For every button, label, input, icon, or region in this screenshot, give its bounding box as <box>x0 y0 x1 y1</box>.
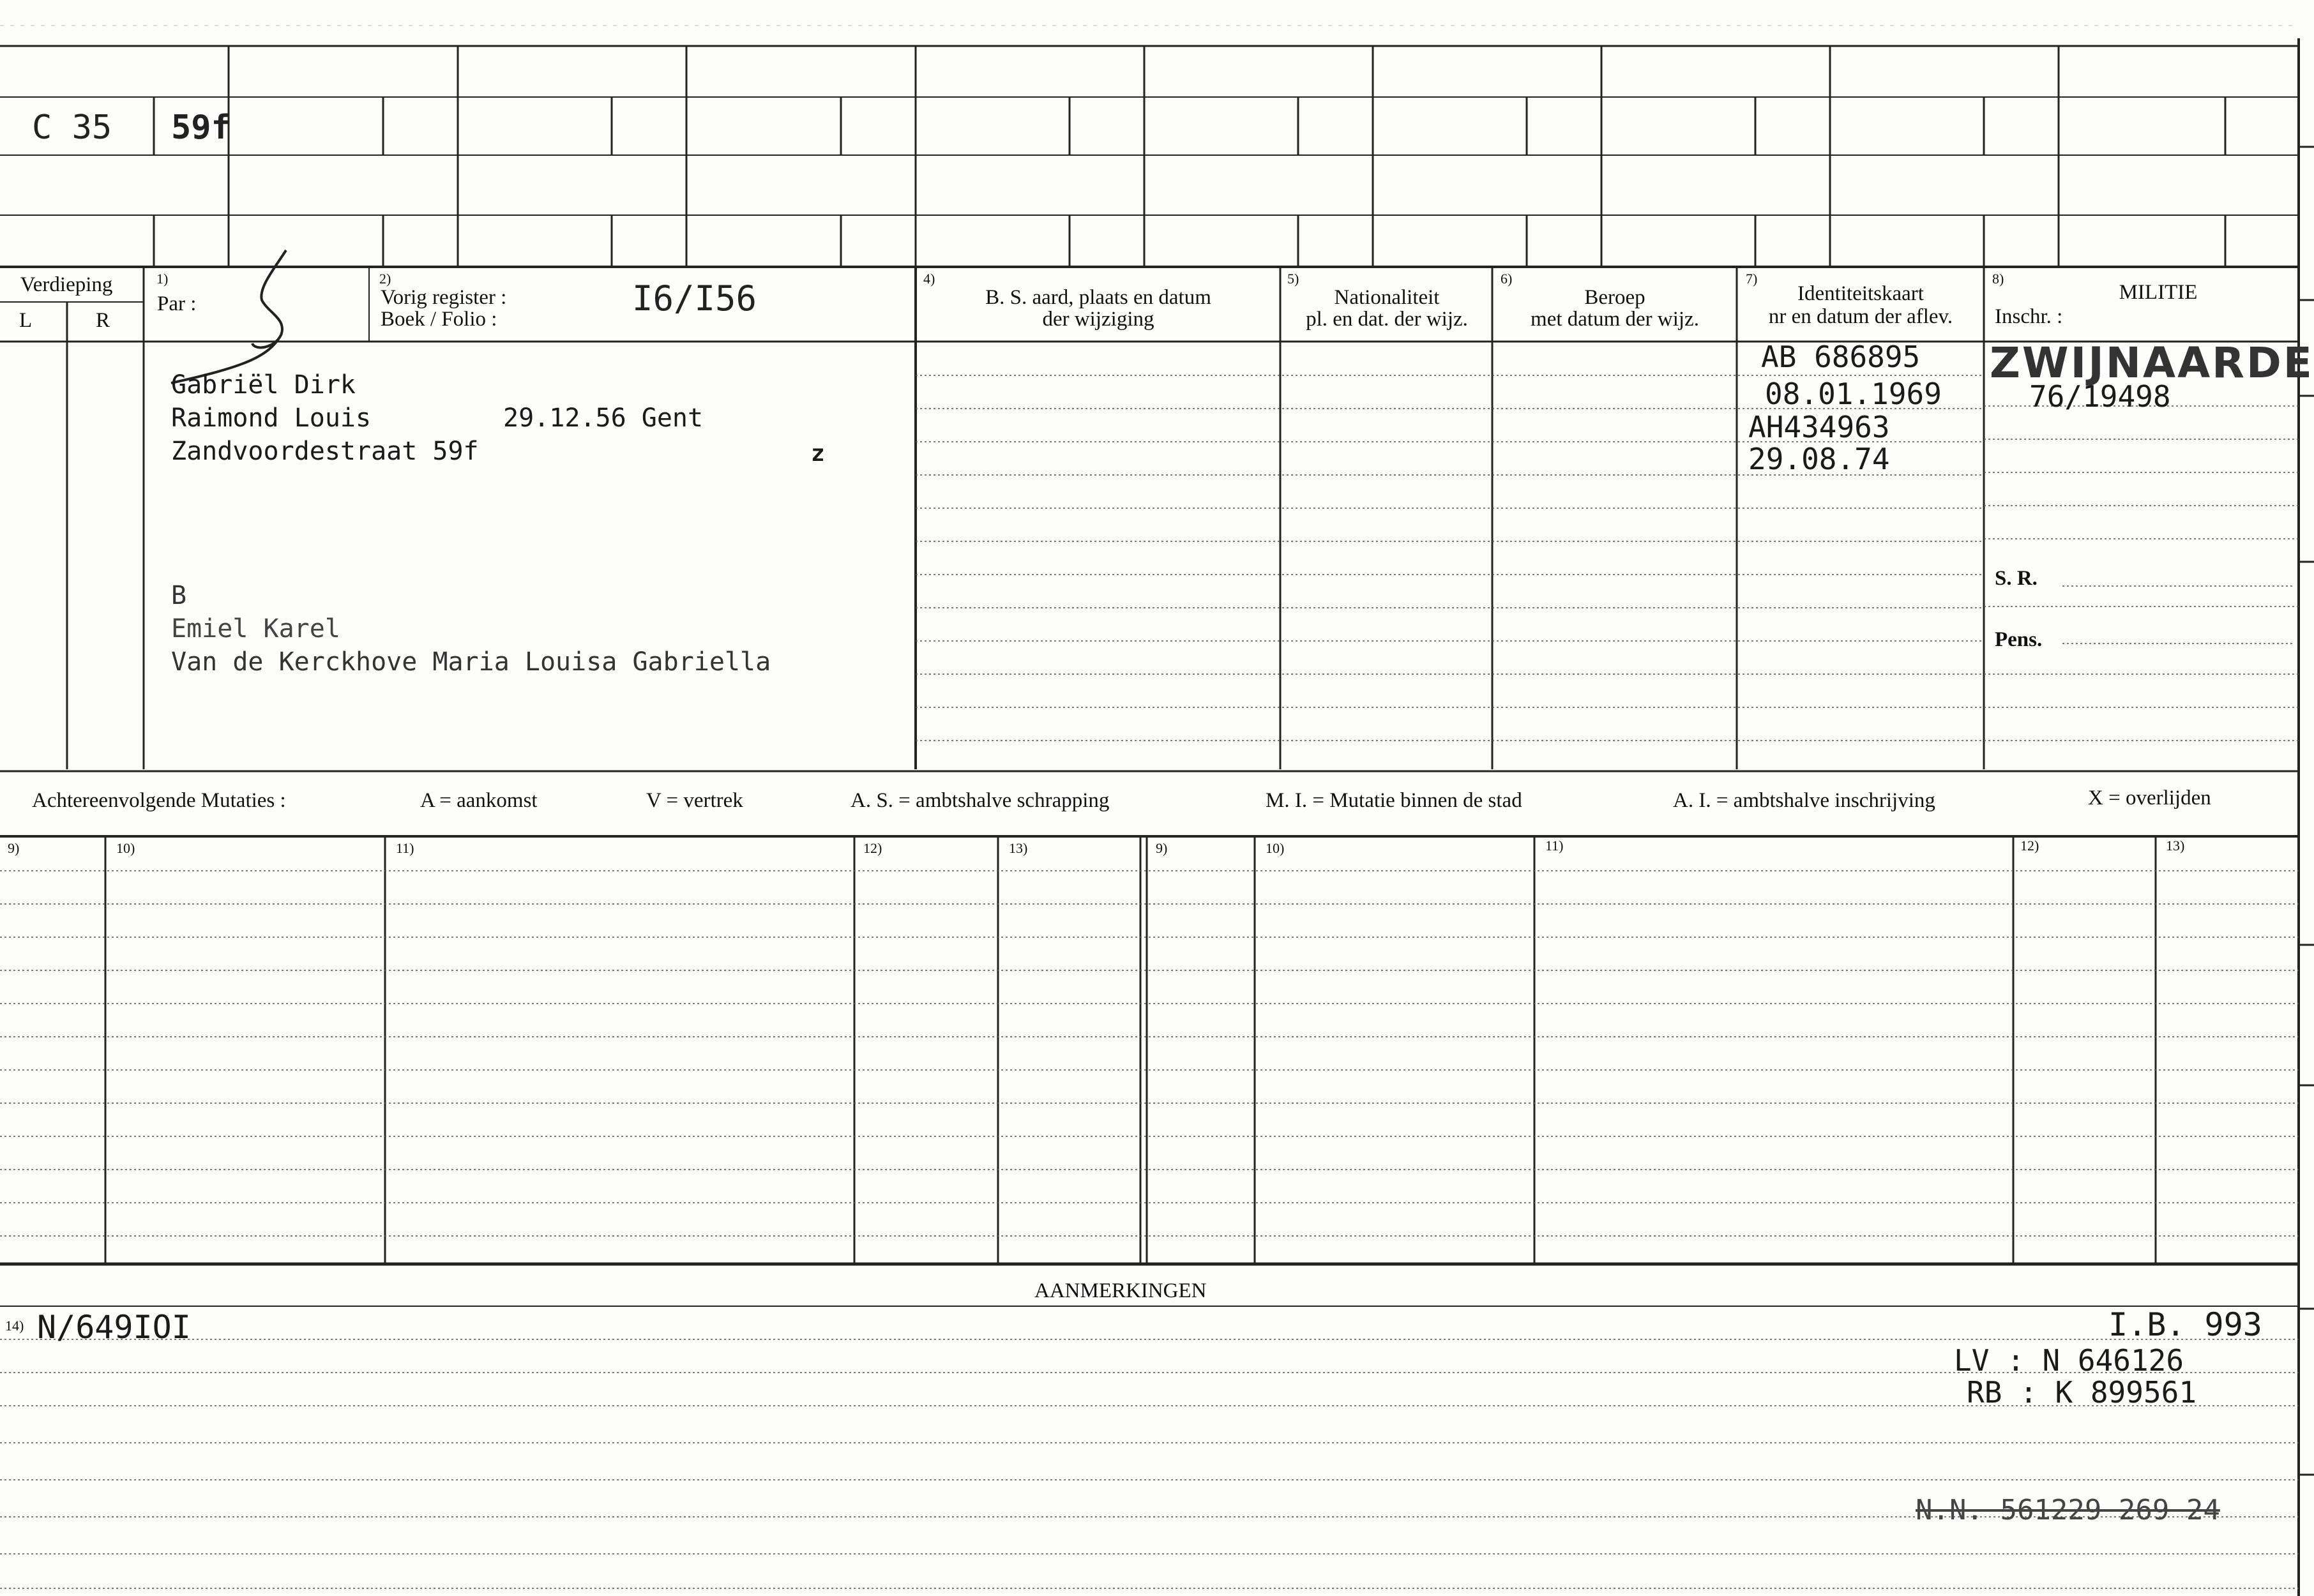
legend-as: A. S. = ambtshalve schrapping <box>851 789 1110 812</box>
ber-num: 6) <box>1501 271 1513 287</box>
nationaliteit-header: Nationaliteit <box>1334 286 1440 309</box>
par-handwritten-mark <box>171 250 286 383</box>
bs-header-line1: B. S. aard, plaats en datum <box>985 286 1211 309</box>
verdieping-l: L <box>19 309 33 332</box>
given-names-2: Raimond Louis <box>171 403 372 433</box>
legend-x: X = overlijden <box>2088 787 2211 809</box>
par-label: Par : <box>157 292 197 315</box>
address: Zandvoordestraat 59f <box>171 437 479 466</box>
b-mark: B <box>171 581 187 610</box>
birth-date-place: 29.12.56 Gent <box>503 403 704 433</box>
mut-col-11: 11) <box>396 840 414 856</box>
id-num: 7) <box>1746 271 1758 287</box>
id-card-2: AH434963 <box>1748 410 1890 444</box>
identiteitskaart-header: Identiteitskaart <box>1797 282 1924 305</box>
legend-a: A = aankomst <box>420 789 538 812</box>
id-card-2-date: 29.08.74 <box>1748 442 1890 476</box>
id-card-1-date: 08.01.1969 <box>1765 377 1942 411</box>
vorig-register-value: I6/I56 <box>632 278 757 319</box>
vorig-num: 2) <box>379 271 391 287</box>
pens-label: Pens. <box>1995 628 2043 651</box>
mut-col-11b: 11) <box>1545 838 1564 854</box>
remarks-lv: LV : N 646126 <box>1954 1343 2184 1378</box>
bs-num: 4) <box>923 271 935 287</box>
given-names: Gabriël Dirk <box>171 370 356 400</box>
mut-col-12b: 12) <box>2020 838 2039 854</box>
remarks-title: AANMERKINGEN <box>1034 1279 1207 1302</box>
militie-stamp: ZWIJNAARDE <box>1990 338 2314 388</box>
mutations-label: Achtereenvolgende Mutaties : <box>32 789 286 812</box>
militie-number: 76/19498 <box>2029 379 2171 414</box>
vorig-register-label: Vorig register : <box>381 286 507 309</box>
mut-col-10b: 10) <box>1266 840 1285 856</box>
legend-mi: M. I. = Mutatie binnen de stad <box>1266 789 1522 812</box>
mil-num: 8) <box>1992 271 2004 287</box>
nat-num: 5) <box>1287 271 1299 287</box>
z-mark: z <box>811 440 825 467</box>
verdieping-r: R <box>96 309 110 332</box>
legend-ai: A. I. = ambtshalve inschrijving <box>1673 789 1935 812</box>
father-name: Emiel Karel <box>171 614 340 644</box>
inschr-label: Inschr. : <box>1995 305 2063 328</box>
par-num: 1) <box>156 271 169 287</box>
identiteitskaart-subheader: nr en datum der aflev. <box>1768 305 1953 328</box>
mut-col-10: 10) <box>116 840 135 856</box>
mut-col-9b: 9) <box>1156 840 1168 856</box>
remarks-num: 14) <box>5 1318 24 1334</box>
remarks-reference: N/649IOI <box>37 1309 191 1346</box>
remarks-ib: I.B. 993 <box>2108 1306 2262 1343</box>
remarks-nn: N.N. 561229 269 24 <box>1916 1494 2220 1526</box>
sr-label: S. R. <box>1995 567 2038 590</box>
legend-v: V = vertrek <box>646 789 743 812</box>
code-right: 59f <box>171 109 231 147</box>
mut-col-9: 9) <box>8 840 20 856</box>
remarks-rb: RB : K 899561 <box>1967 1375 2197 1410</box>
mut-col-12: 12) <box>863 840 882 856</box>
verdieping-label: Verdieping <box>20 273 113 296</box>
beroep-header: Beroep <box>1584 286 1645 309</box>
nationaliteit-subheader: pl. en dat. der wijz. <box>1306 308 1468 331</box>
mut-col-13b: 13) <box>2166 838 2185 854</box>
beroep-subheader: met datum der wijz. <box>1531 308 1699 331</box>
id-card-1: AB 686895 <box>1761 340 1921 374</box>
code-left: C 35 <box>32 109 112 147</box>
militie-header: MILITIE <box>2119 281 2198 304</box>
bs-header-line2: der wijziging <box>1042 308 1154 331</box>
mut-col-13: 13) <box>1009 840 1028 856</box>
boek-folio-label: Boek / Folio : <box>381 308 497 331</box>
mother-name: Van de Kerckhove Maria Louisa Gabriella <box>171 647 771 677</box>
